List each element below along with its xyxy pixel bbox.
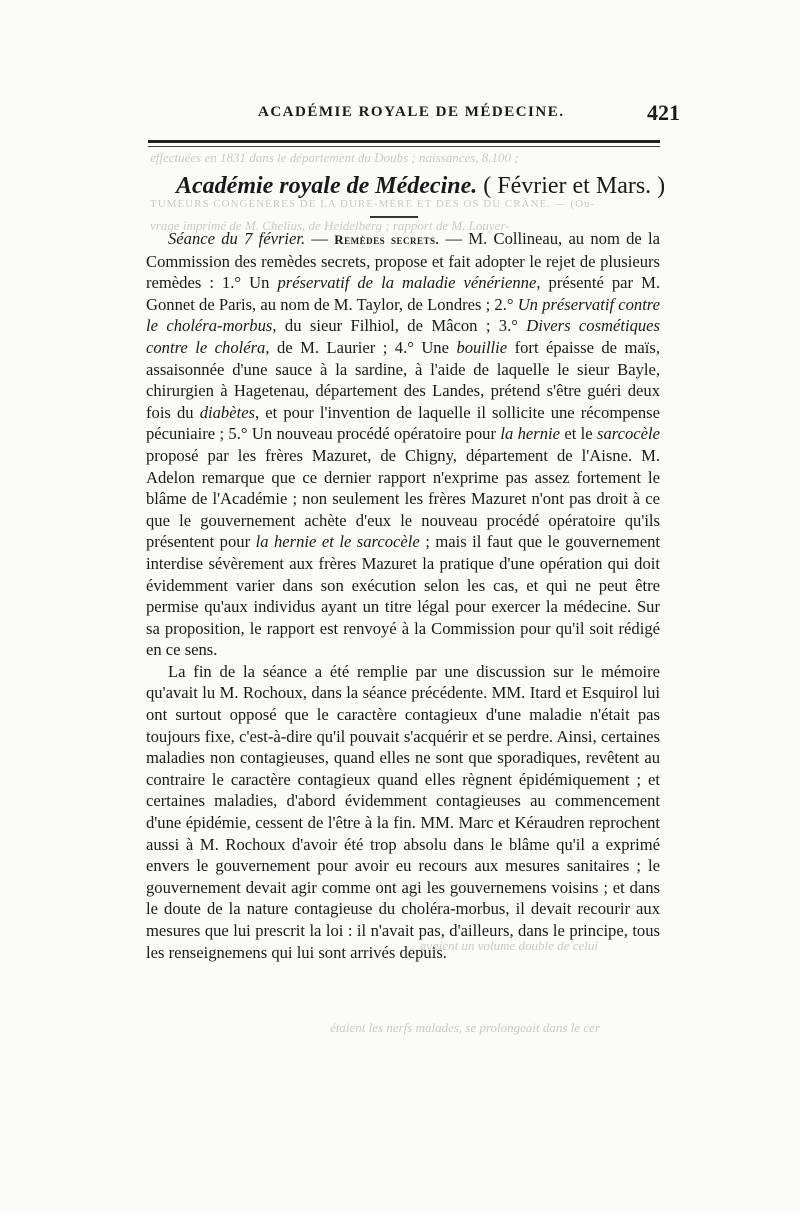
text-run: et le — [559, 424, 598, 444]
seance-date: Séance du 7 février. — [168, 229, 306, 248]
title-rule — [370, 216, 418, 218]
article-title-main: Académie royale de Médecine. — [176, 173, 478, 199]
text-run: proposé par les frères Mazuret, de Chigny, département de l'Aisne. M. Adelon remarque que ce dernier rapport n'exprime pas assez fortement le blâme de l'Académie ; non seulement les frères Mazuret n'ont pas droit à ce que le gouvernement achète d'eux le nouveau procédé opératoire qu'ils présentent pour — [146, 445, 660, 552]
italic-run: préservatif de la maladie vénérienne — [277, 273, 537, 293]
italic-run: la hernie — [500, 424, 560, 444]
italic-run: Un préservatif contre le choléra-morbus — [146, 294, 661, 336]
text-run: , du sieur Filhiol, de Mâcon ; 3.° — [272, 316, 527, 336]
bleed-through-line: TUMEURS CONGÉNÈRES DE LA DURE-MÈRE ET DES OS DU CRÂNE. — (Ou- — [150, 198, 596, 210]
text-run: ; mais il faut que le gouvernement interdise sévèrement aux frères Mazuret la pratique d'une opération qui doit évidemment varier dans son exécution selon les cas, et qui ne peut être permise qu'aux individus ayant un titre légal pour exercer la médecine. Sur sa proposition, le rapport est renvoyé à la Commission pour qu'il soit rédigé en ce sens. — [146, 532, 661, 660]
text-run: — — [305, 229, 335, 248]
bleed-through-line: vrage imprimé de M. Chelius, de Heidelberg ; rapport de M. Louyer- — [150, 218, 510, 233]
header-rule — [148, 140, 660, 143]
text-run: , de M. Laurier ; 4.° Une — [265, 337, 457, 357]
bleed-through-line: avaient un volume double de celui — [420, 938, 598, 953]
bleed-through-line: effectuées en 1831 dans le département du Doubs ; naissances, 8,100 ; — [150, 150, 519, 165]
running-head — [140, 100, 680, 130]
text-run: , présenté par M. Gonnet de Paris, au nom de M. Taylor, de Londres ; 2.° — [146, 273, 660, 314]
italic-run: sarcocèle — [597, 424, 660, 444]
italic-run: bouillie — [456, 337, 508, 357]
italic-run: la hernie et le sarcocèle — [255, 532, 420, 552]
article-body — [146, 228, 660, 963]
paragraph — [146, 228, 660, 661]
section-heading: Remèdes secrets. — [334, 232, 440, 247]
italic-run: Divers cosmétiques contre le choléra — [146, 316, 661, 357]
article-title-date: ( Février et Mars. ) — [477, 173, 666, 199]
bleed-through-line: étaient les nerfs malades, se prolongeait dans le cer — [330, 1020, 600, 1035]
article-title — [176, 173, 666, 200]
text-run: fort épaisse de maïs, assaisonnée d'une sauce à la sardine, à l'aide de laquelle le sieur Bayle, chirurgien à Hagetenau, département des Landes, prétend s'être guéri deux fois du — [146, 337, 660, 422]
running-title: ACADÉMIE ROYALE DE MÉDECINE. — [258, 104, 565, 120]
text-run: , et pour l'invention de laquelle il sollicite une récompense pécuniaire ; 5.° Un nouveau procédé opératoire pour — [146, 402, 661, 444]
italic-run: diabètes — [199, 402, 256, 422]
page-number: 421 — [647, 100, 680, 125]
paragraph: La fin de la séance a été remplie par une discussion sur le mémoire qu'avait lu M. Rochoux, dans la séance précédente. MM. Itard et Esquirol lui ont surtout opposé que le caractère contagieux d'une maladie n'était pas toujours fixe, c'est-à-dire qu'il pouvait s'acquérir et se perdre. Ainsi, certaines maladies non contagieuses, quand elles ne sont que sporadiques, revêtent au contraire le caractère contagieux quand elles règnent épidémiquement ; et certaines maladies, d'abord évidemment contagieuses au commencement d'une épidémie, cessent de l'être à la fin. MM. Marc et Kéraudren reprochent aussi à M. Rochoux d'avoir été trop absolu dans le blâme qu'il a exprimé envers le gouvernement pour avoir eu recours aux mesures sanitaires ; le gouvernement devait agir comme ont agi les gouvernemens voisins ; et dans le doute de la nature contagieuse du choléra-morbus, il devait recourir aux mesures que lui prescrit la loi : il n'avait pas, d'ailleurs, dans le principe, tous les renseignemens qui lui sont arrivés depuis. — [146, 661, 660, 962]
header-rule-thin — [148, 146, 660, 147]
text-run: — M. Collineau, au nom de la Commission des remèdes secrets, propose et fait adopter le rejet de plusieurs remèdes : 1.° Un — [146, 229, 660, 293]
